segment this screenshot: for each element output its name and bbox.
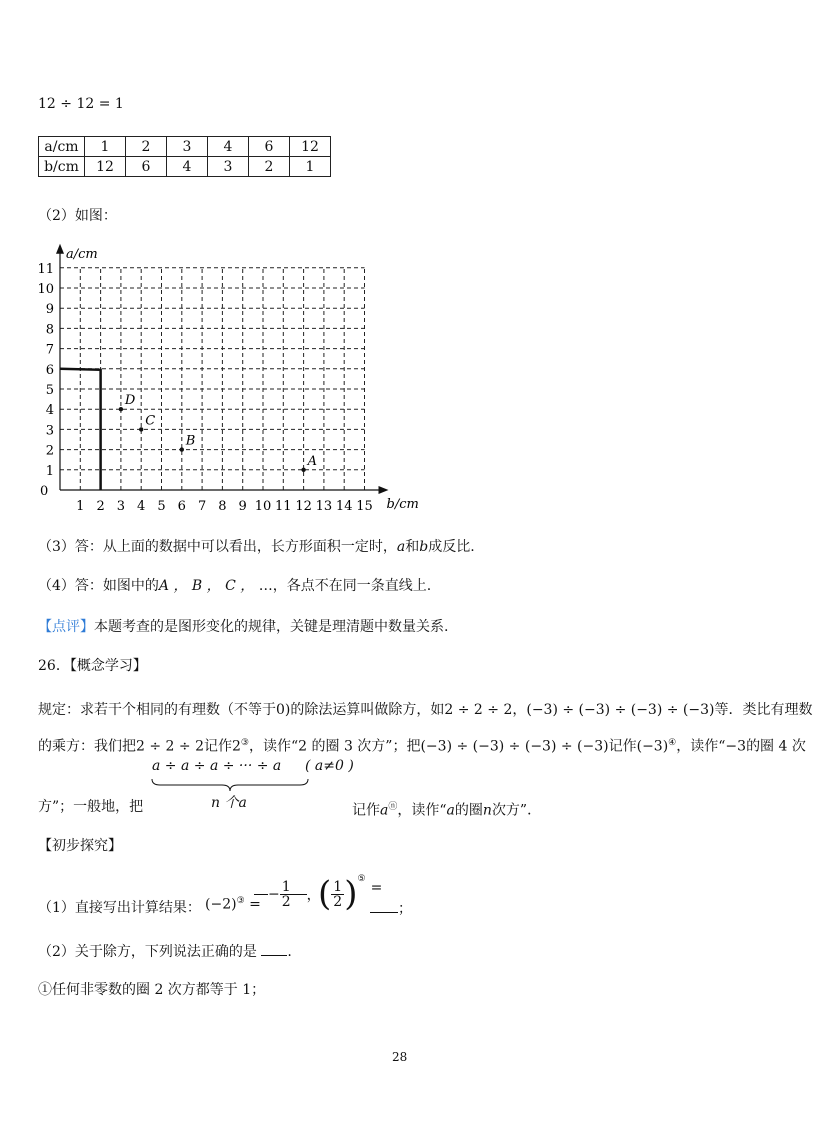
x-tick-label: 11 — [275, 499, 292, 514]
answer-4 — [38, 576, 431, 596]
x-tick-label: 6 — [177, 499, 186, 514]
y-tick-label: 6 — [45, 362, 54, 378]
text: 记作 — [608, 738, 637, 755]
x-tick-label: 1 — [76, 499, 85, 514]
math: (−3) ÷ (−3) ÷ (−3) ÷ (−3) — [526, 702, 715, 718]
x-axis-label: b/cm — [386, 497, 419, 512]
table-row — [39, 157, 331, 177]
text: （2）关于除方，下列说法正确的是 — [38, 944, 257, 960]
answer-3 — [38, 537, 475, 557]
data-point-label: D — [124, 393, 136, 409]
fraction-denominator: 2 — [281, 894, 291, 910]
text: ，读作“ — [397, 802, 447, 819]
y-tick-label: 10 — [37, 282, 54, 297]
var-b: b — [419, 539, 429, 555]
q26-para1 — [38, 700, 813, 720]
math: 2 — [231, 738, 241, 755]
answer-4-prefix: （4）答：如图中的 — [38, 578, 159, 594]
answer-4-points: A ， B ， C ， — [158, 578, 255, 594]
answer-4-suffix: …，各点不在同一条直线上. — [258, 578, 432, 594]
text: 次方”． — [491, 802, 542, 819]
data-point-label: B — [185, 433, 196, 449]
math: 2 ÷ 2 ÷ 2 — [444, 702, 513, 718]
table-cell: 4 — [208, 137, 249, 157]
rectangle-outline — [60, 369, 101, 490]
text: ，读作“2 的圈 3 次方”；把 — [248, 738, 421, 755]
x-tick-label: 7 — [197, 499, 207, 514]
table-cell: 12 — [85, 157, 126, 177]
data-point — [119, 407, 123, 411]
y-tick-label: 9 — [45, 302, 54, 318]
y-tick-label: 2 — [45, 443, 54, 459]
table-header-cell: b/cm — [39, 157, 85, 177]
answer-3-prefix: （3）答：从上面的数据中可以看出，长方形面积一定时， — [38, 539, 397, 555]
fraction-numerator: 1 — [333, 878, 343, 895]
ab-table — [38, 136, 331, 177]
q1-expr-2: ( $\frac{1}{2}$ )⑤ = — [318, 874, 383, 914]
text: ，读作“ — [676, 738, 726, 755]
x-tick-label: 9 — [238, 499, 247, 514]
q1-answer-2 — [370, 898, 412, 918]
part2-label: （2）如图： — [38, 208, 117, 224]
text: ， — [512, 702, 527, 718]
table-cell: 6 — [126, 157, 167, 177]
comment-text: 本题考查的是图形变化的规律，关键是理清题中数量关系. — [94, 619, 449, 635]
x-tick-label: 14 — [335, 499, 353, 514]
scatter-chart — [30, 240, 450, 520]
x-tick-label: 5 — [157, 499, 166, 514]
y-axis-arrow-icon — [56, 244, 64, 254]
text: ； — [398, 901, 412, 917]
math: 2 ÷ 2 ÷ 2 — [136, 738, 204, 755]
text: 的圈 4 次 — [746, 738, 806, 755]
var-a: a — [396, 539, 406, 555]
x-tick-label: 2 — [96, 499, 105, 514]
q26-q2 — [38, 942, 292, 962]
circle-exponent: ③ — [236, 896, 245, 906]
data-point — [139, 427, 143, 431]
table-cell: 3 — [167, 137, 208, 157]
table-cell: 1 — [85, 137, 126, 157]
circle-exponent: ⓝ — [388, 802, 398, 812]
text: 方”；一般地，把 — [38, 799, 144, 815]
q26-para3-right — [352, 797, 541, 821]
text: 等．类比有理数 — [714, 702, 813, 718]
origin-label: 0 — [40, 484, 49, 499]
q26-item1: ①任何非零数的圈 2 次方都等于 1； — [38, 982, 266, 998]
y-tick-label: 11 — [37, 261, 54, 277]
q1-answer-1 — [254, 880, 321, 909]
q26-q1-prefix: （1）直接写出计算结果： — [38, 900, 201, 916]
text: 的乘方：我们把 — [38, 738, 136, 755]
math: a — [446, 802, 455, 819]
table-cell: 2 — [249, 157, 290, 177]
q26-heading: 26．【概念学习】 — [38, 658, 147, 674]
table-cell: 1 — [290, 157, 331, 177]
text: 的圈 — [454, 802, 483, 819]
circle-exponent: ④ — [668, 738, 677, 748]
y-tick-label: 4 — [45, 403, 54, 419]
underbrace-icon — [150, 778, 310, 792]
math: − — [268, 886, 280, 903]
text: ， — [306, 887, 321, 904]
fraction-denominator: 2 — [333, 893, 343, 910]
page-number: 28 — [392, 1050, 408, 1064]
fraction-numerator: 1 — [281, 879, 291, 895]
table-header-cell: a/cm — [39, 137, 85, 157]
y-tick-label: 3 — [45, 423, 54, 439]
table-cell: 6 — [249, 137, 290, 157]
x-tick-label: 4 — [137, 499, 146, 514]
text: 规定：求若干个相同的有理数（不等于 — [38, 702, 276, 718]
brace-condition: ( a≠0 ) — [305, 758, 354, 774]
math: (−2) — [205, 896, 237, 913]
math: 0) — [276, 702, 291, 718]
circle-exponent: ⑤ — [357, 874, 366, 884]
q1-expr-1 — [205, 896, 261, 913]
text: 记作 — [352, 802, 380, 819]
brace-under-label: n 个a — [211, 795, 247, 811]
brace-expression: a ÷ a ÷ a ÷ ··· ÷ a — [152, 758, 282, 774]
q26-para2 — [38, 733, 806, 757]
text: . — [287, 944, 292, 960]
math: a — [380, 802, 389, 819]
q26-para3-left — [38, 797, 143, 817]
math: = — [249, 896, 261, 913]
table-row — [39, 137, 331, 157]
x-tick-label: 3 — [116, 499, 126, 514]
x-tick-label: 13 — [315, 499, 333, 514]
comment-tag: 【点评】 — [38, 619, 94, 635]
circle-exponent: ③ — [240, 738, 249, 748]
data-point — [301, 468, 305, 472]
y-tick-label: 1 — [45, 463, 54, 479]
data-point — [180, 447, 184, 451]
math: −3 — [725, 738, 747, 755]
y-axis-label: a/cm — [66, 246, 98, 262]
y-tick-label: 5 — [45, 383, 54, 398]
data-point-label: C — [145, 413, 156, 429]
x-tick-label: 8 — [218, 499, 227, 514]
text: 记作 — [203, 738, 232, 755]
explore-heading: 【初步探究】 — [38, 838, 122, 854]
answer-3-mid: 和 — [405, 539, 420, 555]
math: (−3) ÷ (−3) ÷ (−3) ÷ (−3) — [420, 738, 609, 755]
y-tick-label: 7 — [45, 342, 54, 358]
text: 的除法运算叫做除方，如 — [290, 702, 445, 718]
answer-3-suffix: 成反比. — [428, 539, 475, 555]
comment — [38, 617, 448, 637]
table-cell: 2 — [126, 137, 167, 157]
x-tick-label: 10 — [254, 499, 272, 514]
data-point-label: A — [307, 453, 317, 469]
x-axis-arrow-icon — [379, 486, 389, 494]
table-cell: 3 — [208, 157, 249, 177]
equation-line: 12 ÷ 12 = 1 — [38, 96, 124, 112]
y-tick-label: 8 — [45, 322, 54, 338]
math: = — [370, 880, 383, 896]
x-tick-label: 12 — [295, 499, 312, 514]
table-cell: 12 — [290, 137, 331, 157]
math: (−3) — [636, 738, 669, 755]
x-tick-label: 15 — [356, 499, 373, 514]
table-cell: 4 — [167, 157, 208, 177]
math: n — [482, 802, 492, 819]
